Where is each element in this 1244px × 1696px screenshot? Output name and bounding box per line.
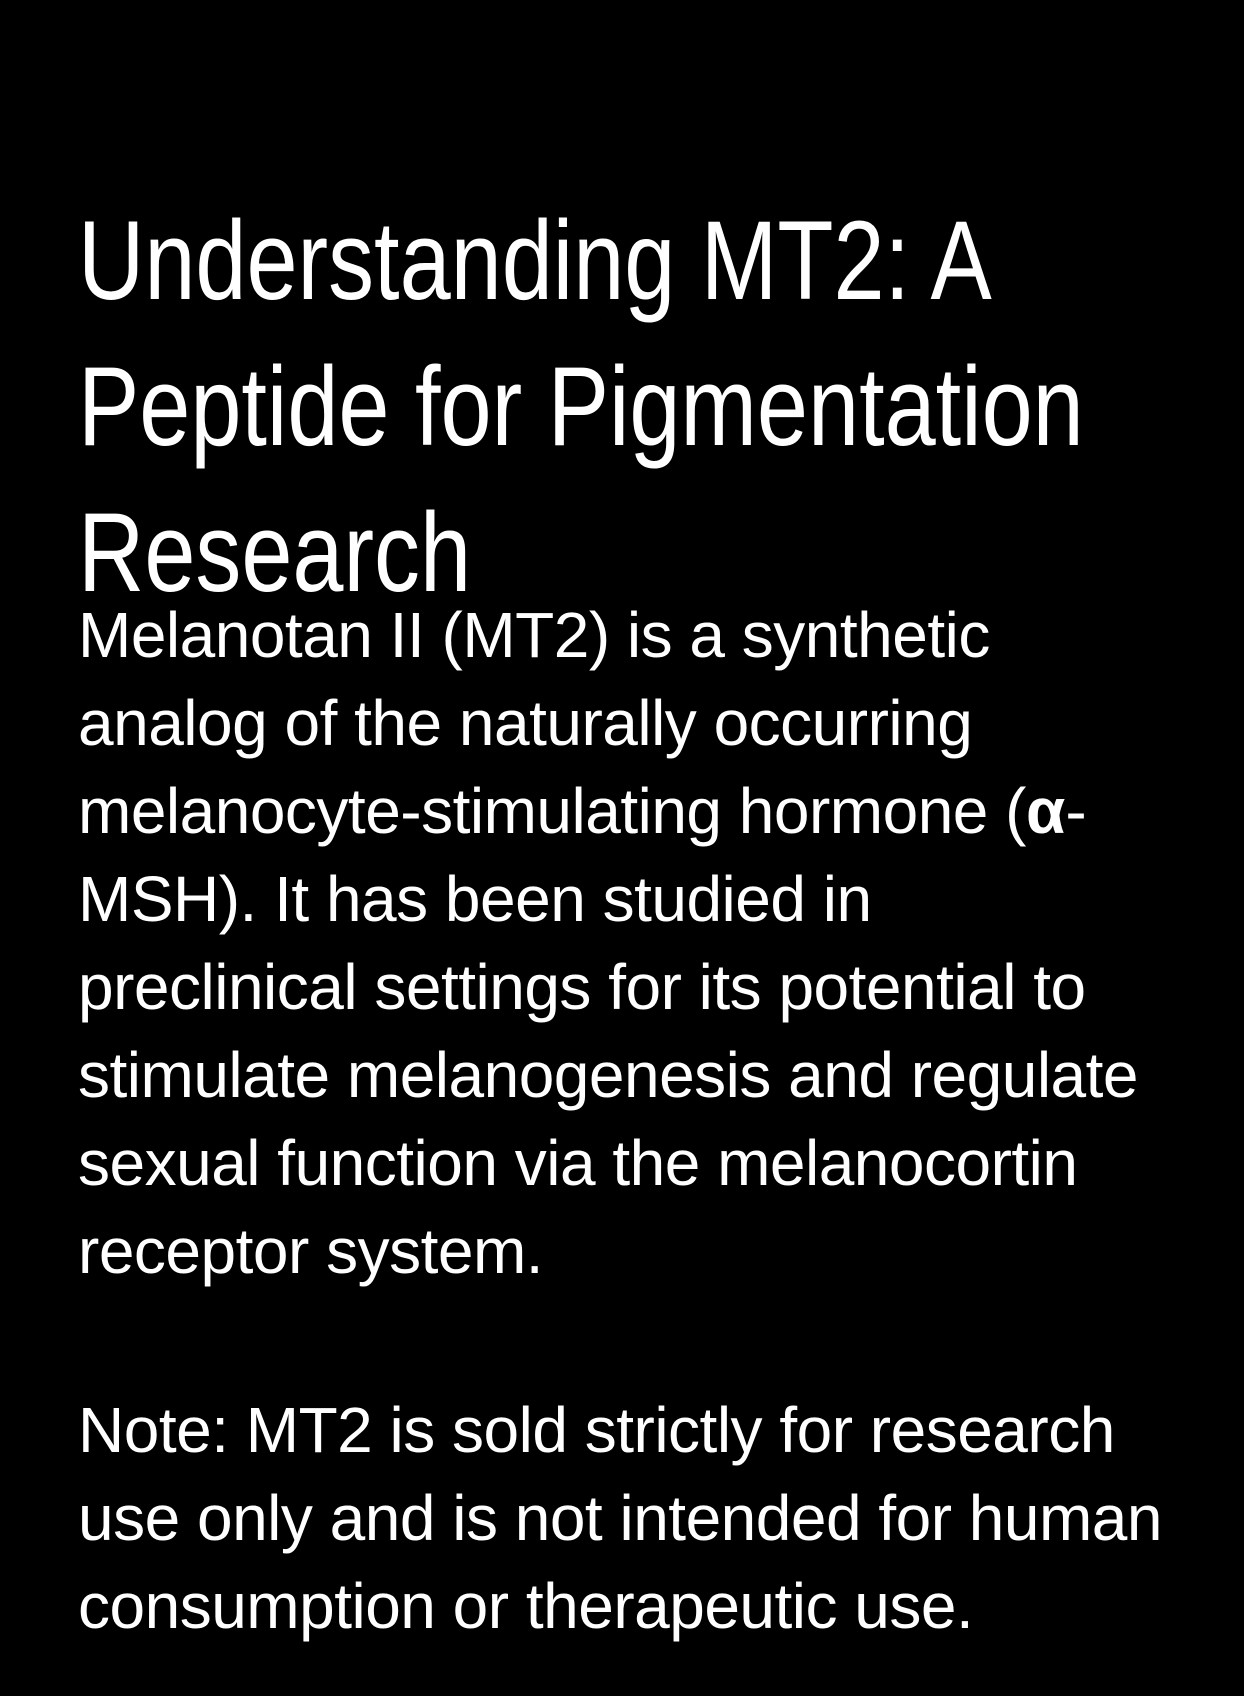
alpha-symbol: α — [1025, 775, 1066, 847]
paragraph-line: Melanotan II (MT2) is a synthetic — [78, 599, 990, 671]
paragraph-line: Note: MT2 is sold strictly for research — [78, 1394, 1115, 1466]
paragraph-line: analog of the naturally occurring — [78, 687, 973, 759]
paragraph-line: stimulate melanogenesis and regulate — [78, 1039, 1138, 1111]
paragraph-line — [78, 767, 1138, 855]
paragraph-line: sexual function via the melanocortin — [78, 1127, 1078, 1199]
paragraph-line: receptor system. — [78, 1215, 544, 1287]
paragraph-line: MSH). It has been studied in — [78, 863, 872, 935]
page-title-line: Peptide for Pigmentation — [78, 344, 1084, 470]
note-paragraph — [78, 1386, 1162, 1650]
paragraph-line: preclinical settings for its potential to — [78, 951, 1086, 1023]
page-title — [78, 188, 1244, 626]
paragraph-text-segment: melanocyte-stimulating hormone ( — [78, 775, 1026, 847]
paragraph-line: use only and is not intended for human — [78, 1482, 1162, 1554]
page-title-line: Understanding MT2: A — [78, 198, 992, 324]
paragraph-text-segment: - — [1065, 775, 1087, 847]
paragraph-line: consumption or therapeutic use. — [78, 1570, 974, 1642]
intro-paragraph — [78, 591, 1138, 1295]
page-title-line: Research — [78, 490, 472, 616]
